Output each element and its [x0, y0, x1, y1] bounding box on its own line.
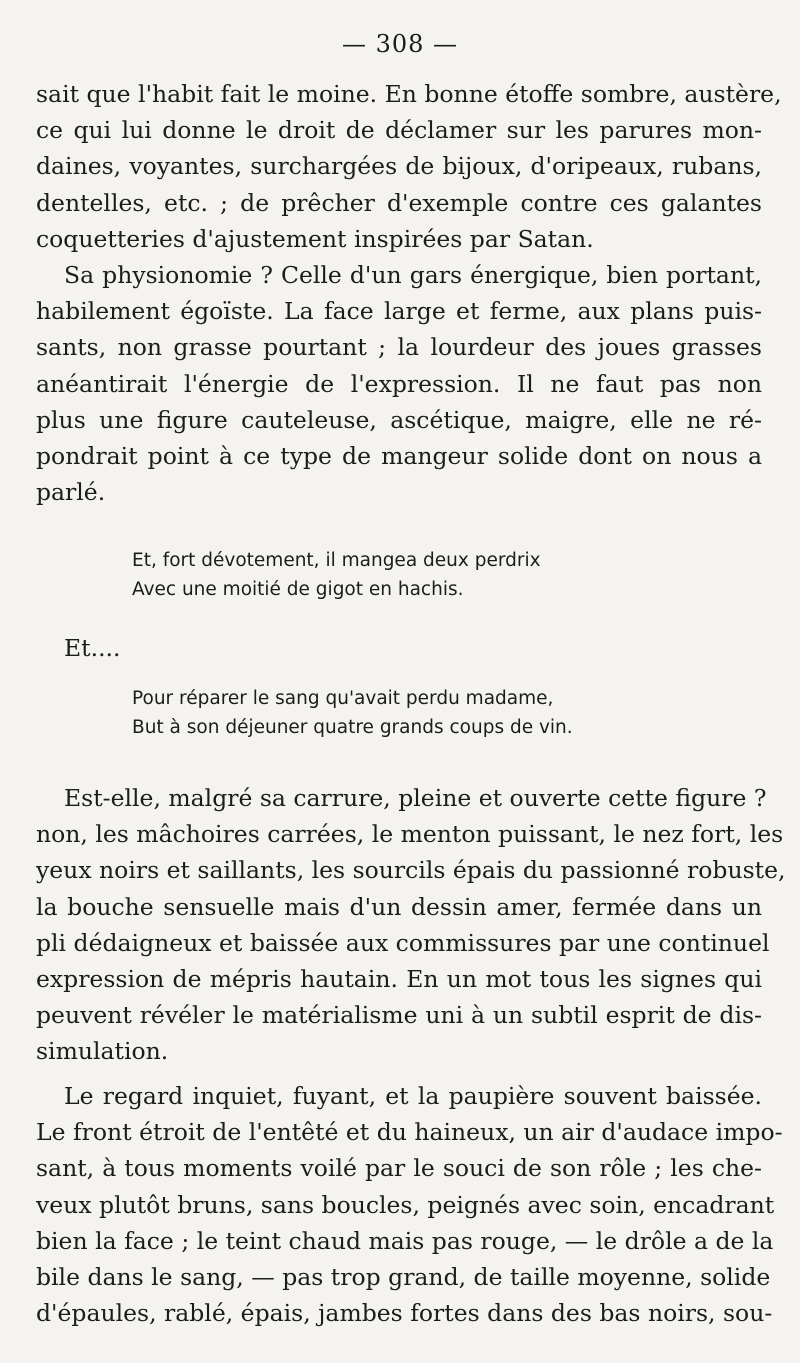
paragraph-line: simulation.	[36, 1037, 169, 1066]
verse-quote-2	[132, 684, 573, 742]
paragraph-line: peuvent révéler le matérialisme uni à un subtil esprit de dis-	[36, 1001, 762, 1030]
verse-quote-1	[132, 546, 541, 604]
verse-line: Avec une moitié de gigot en hachis.	[132, 579, 464, 600]
paragraph-line: la bouche sensuelle mais d'un dessin amer, fermée dans un	[36, 892, 762, 921]
paragraph-line: non, les mâchoires carrées, le menton puissant, le nez fort, les	[36, 820, 784, 849]
paragraph-line: sant, à tous moments voilé par le souci de son rôle ; les che-	[36, 1154, 762, 1183]
page-number: — 308 —	[341, 30, 459, 58]
paragraph-line: sait que l'habit fait le moine. En bonne étoffe sombre, austère,	[36, 80, 782, 108]
interjection-line: Et....	[64, 634, 121, 662]
paragraph-line: expression de mépris hautain. En un mot tous les signes qui	[36, 964, 762, 993]
paragraph-line: sants, non grasse pourtant ; la lourdeur des joues grasses	[36, 333, 762, 362]
paragraph-4	[36, 1078, 783, 1331]
paragraph-3	[36, 780, 786, 1070]
paragraph-line: veux plutôt bruns, sans boucles, peignés avec soin, encadrant	[36, 1190, 775, 1219]
paragraph-line: coquetteries d'ajustement inspirées par Satan.	[36, 224, 594, 253]
paragraph-line: parlé.	[36, 478, 106, 507]
paragraph-line: bile dans le sang, — pas trop grand, de taille moyenne, solide	[36, 1262, 771, 1291]
paragraph-line: daines, voyantes, surchargées de bijoux, d'oripeaux, rubans,	[36, 152, 762, 181]
paragraph-line: pli dédaigneux et baissée aux commissures par une continuel	[36, 928, 770, 957]
verse-line: Et, fort dévotement, il mangea deux perdrix	[132, 550, 541, 571]
paragraph-line: dentelles, etc. ; de prêcher d'exemple contre ces galantes	[36, 188, 762, 217]
paragraph-line: habilement égoïste. La face large et ferme, aux plans puis-	[36, 297, 762, 326]
paragraph-1	[36, 76, 782, 257]
paragraph-2	[36, 257, 762, 510]
paragraph-line: anéantirait l'énergie de l'expression. Il ne faut pas non	[36, 369, 762, 398]
paragraph-line: pondrait point à ce type de mangeur solide dont on nous a	[36, 441, 762, 470]
paragraph-line: plus une figure cauteleuse, ascétique, maigre, elle ne ré-	[36, 405, 762, 434]
paragraph-line: d'épaules, rablé, épais, jambes fortes dans des bas noirs, sou-	[36, 1299, 773, 1328]
paragraph-line: Le front étroit de l'entêté et du haineux, un air d'audace impo-	[36, 1118, 783, 1147]
verse-line: But à son déjeuner quatre grands coups de vin.	[132, 717, 573, 738]
paragraph-line: Le regard inquiet, fuyant, et la paupière souvent baissée.	[64, 1082, 762, 1110]
paragraph-line: bien la face ; le teint chaud mais pas rouge, — le drôle a de la	[36, 1226, 774, 1255]
paragraph-line: yeux noirs et saillants, les sourcils épais du passionné robuste,	[36, 856, 786, 885]
paragraph-line: Est-elle, malgré sa carrure, pleine et ouverte cette figure ?	[64, 784, 767, 812]
paragraph-line: ce qui lui donne le droit de déclamer sur les parures mon-	[36, 116, 762, 145]
verse-line: Pour réparer le sang qu'avait perdu madame,	[132, 688, 554, 709]
paragraph-line: Sa physionomie ? Celle d'un gars énergique, bien portant,	[64, 261, 762, 289]
